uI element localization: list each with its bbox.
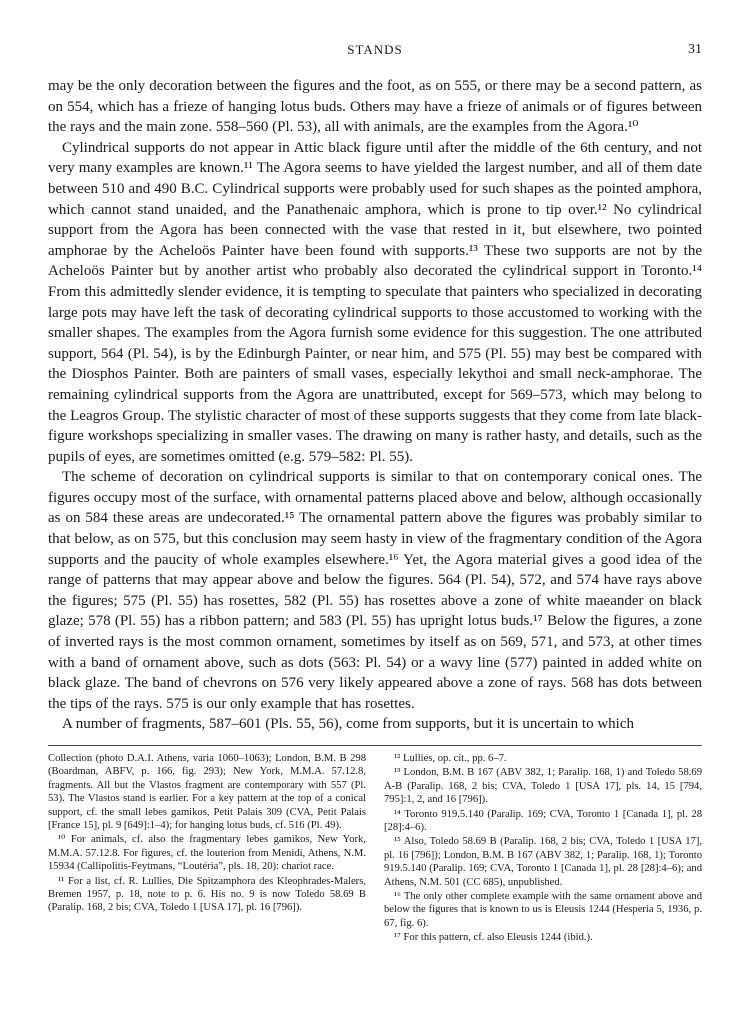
footnote: ¹⁷ For this pattern, cf. also Eleusis 1244 (ibid.). <box>394 932 593 944</box>
page-number: 31 <box>688 42 702 57</box>
paragraph: A number of fragments, 587–601 (Pls. 55, 56), come from supports, but it is uncertain to which <box>62 716 634 733</box>
running-head: STANDS <box>347 42 403 57</box>
footnote-rule <box>48 745 702 746</box>
footnotes <box>48 752 702 946</box>
paragraph: may be the only decoration between the figures and the foot, as on 555, or there may be a second pattern, as on 554, which has a frieze of hanging lotus buds. Others may have a frieze of animals or of figures between the rays and the main zone. 558–560 (Pl. 53), all with animals, are the examples from the Agora.¹⁰ <box>48 78 702 136</box>
footnote: Collection (photo D.A.I. Athens, varia 1060–1063); London, B.M. B 298 (Boardman, ABFV, p. 166, fig. 293); New York, M.M.A. 57.12.8, fragments. All but the Vlastos fragment are contemporary with 557 (Pl. 53). The Vlastos stand is earlier. For a key pattern at the top of a conical support, cf. the small lebes gamikos, Petit Palais 309 (CVA, Petit Palais [France 15], pl. 9 [649]:1–4); for hanging lotus buds, cf. 516 (Pl. 49). <box>48 753 366 832</box>
body-text <box>48 76 702 735</box>
page-header <box>48 38 702 62</box>
paragraph: The scheme of decoration on cylindrical supports is similar to that on contemporary conical ones. The figures occupy most of the surface, with ornamental patterns placed above and below, although occasionally as on 584 these areas are undecorated.¹⁵ The ornamental pattern above the figures was probably similar to that below, as on 575, but this conclusion may seem hasty in view of the fragmentary condition of the Agora supports and the paucity of whole examples elsewhere.¹⁶ Yet, the Agora material gives a good idea of the range of patterns that may appear above and below the figures. 564 (Pl. 54), 572, and 574 have rays above the figures; 575 (Pl. 55) has rosettes, 582 (Pl. 55) has rosettes above a zone of white maeander on black glaze; 578 (Pl. 55) has a ribbon pattern; and 583 (Pl. 55) has upright lotus buds.¹⁷ Below the figures, a zone of inverted rays is the most common ornament, sometimes by itself as on 569, 571, and 573, at other times with a band of ornament above, such as dots (563: Pl. 54) or a wavy line (577) painted in added white on black glaze. The band of chevrons on 576 very likely appeared above a zone of rays. 568 has dots between the tips of the rays. 575 is our only example that has rosettes. <box>48 469 702 712</box>
footnote: ¹⁵ Also, Toledo 58.69 B (Paralip. 168, 2 bis; CVA, Toledo 1 [USA 17], pl. 16 [796]); London, B.M. B 167 (ABV 382, 1; Paralip. 168, 1); Toronto 919.5.140 (Paralip. 169; CVA, Toronto 1 [Canada 1], pl. 28 [28]:4–6); and Athens, N.M. 501 (CC 685), unpublished. <box>384 836 702 888</box>
footnote: ¹⁰ For animals, cf. also the fragmentary lebes gamikos, New York, M.M.A. 57.12.8. For figures, cf. the louterion from Menidi, Athens, N.M. 15934 (Callipolitis-Feytmans, “Loutéria”, pls. 18, 20): chariot race. <box>48 834 366 873</box>
footnote: ¹⁴ Toronto 919.5.140 (Paralip. 169; CVA, Toronto 1 [Canada 1], pl. 28 [28]:4–6). <box>384 808 702 834</box>
paragraph: Cylindrical supports do not appear in Attic black figure until after the middle of the 6th century, and not very many examples are known.¹¹ The Agora seems to have yielded the largest number, and all of them date between 510 and 490 B.C. Cylindrical supports were probably used for such shapes as the pointed amphora, which cannot stand unaided, and the Panathenaic amphora, which is prone to tip over.¹² No cylindrical support from the Agora has been connected with the vase that rested in it, but elsewhere, two pointed amphorae by the Acheloös Painter have been found with supports.¹³ These two supports are not by the Acheloös Painter but by another artist who probably also decorated the cylindrical support in Toronto.¹⁴ From this admittedly slender evidence, it is tempting to speculate that painters who specialized in decorating large pots may have left the task of decorating cylindrical supports to those accustomed to working with the smaller shapes. The examples from the Agora furnish some evidence for this suggestion. The one attributed support, 564 (Pl. 54), is by the Edinburgh Painter, or near him, and 575 (Pl. 55) may best be compared with the Diosphos Painter. Both are painters of small vases, especially lekythoi and small neck-amphorae. The remaining cylindrical supports from the Agora are unattributed, except for 569–573, which may belong to the Leagros Group. The stylistic character of most of these supports suggests that they come from late black-figure workshops specializing in smaller vases. The drawing on many is rather hasty, and details, such as the pupils of eyes, are sometimes omitted (e.g. 579–582: Pl. 55). <box>48 139 702 465</box>
footnotes-left-column <box>48 752 366 946</box>
footnotes-right-column <box>384 752 702 946</box>
footnote: ¹¹ For a list, cf. R. Lullies, Die Spitzamphora des Kleophrades-Malers, Bremen 1957, p. 18, note to p. 6. His no. 9 is now Toledo 58.69 B (Paralip. 168, 2 bis; CVA, Toledo 1 [USA 17], pl. 16 [796]). <box>48 875 366 914</box>
footnote: ¹⁶ The only other complete example with the same ornament above and below the figures that is known to us is Eleusis 1244 (Hesperia 5, 1936, p. 67, fig. 6). <box>384 891 702 929</box>
page <box>48 38 702 946</box>
footnote: ¹² Lullies, op. cit., pp. 6–7. <box>394 753 507 764</box>
footnote: ¹³ London, B.M. B 167 (ABV 382, 1; Paralip. 168, 1) and Toledo 58.69 A-B (Paralip. 168, 2 bis; CVA, Toledo 1 [USA 17], pls. 14, 15 [794, 795]:1, 2, and 16 [796]). <box>384 767 702 806</box>
